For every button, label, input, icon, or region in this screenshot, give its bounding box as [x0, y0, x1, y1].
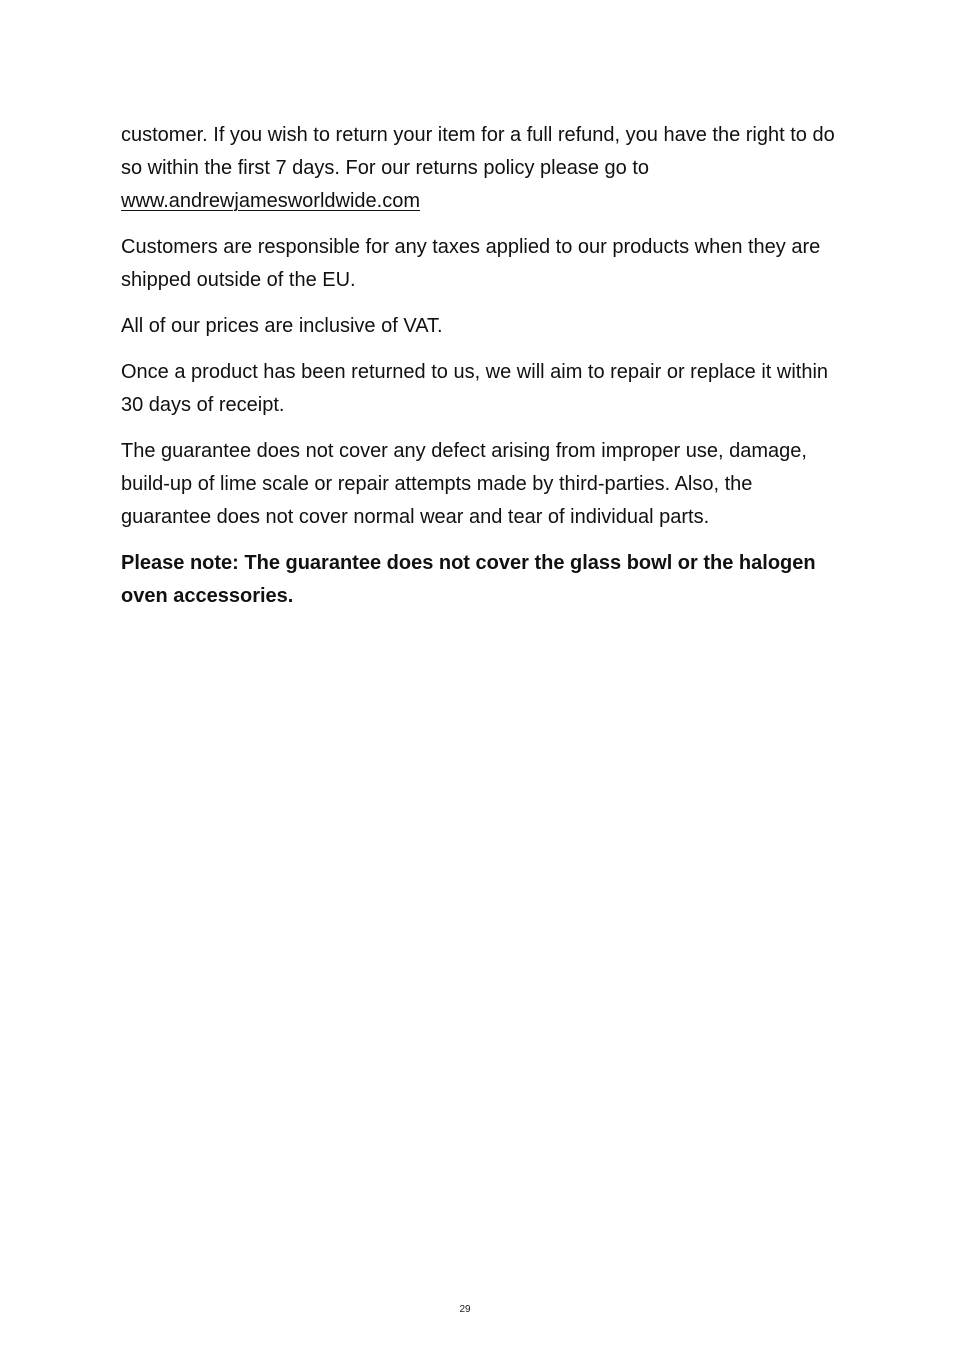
page-number: 29 [459, 1304, 471, 1315]
guarantee-exclusions-paragraph: The guarantee does not cover any defect arising from improper use, damage, build-up of lime scale or repair attempts made by third-parties. Also, the guarantee does not cover normal wear and tear of individual parts. [121, 440, 807, 528]
document-body [121, 119, 841, 626]
returns-paragraph [121, 119, 841, 218]
repair-paragraph: Once a product has been returned to us, we will aim to repair or replace it within 30 days of receipt. [121, 361, 829, 416]
returns-text: customer. If you wish to return your item for a full refund, you have the right to do so within the first 7 days. For our returns policy please go to [121, 124, 835, 179]
please-note-paragraph: Please note: The guarantee does not cover the glass bowl or the halogen oven accessories. [121, 552, 816, 607]
taxes-paragraph: Customers are responsible for any taxes applied to our products when they are shipped outside of the EU. [121, 236, 821, 291]
website-link[interactable]: www.andrewjamesworldwide.com [121, 190, 420, 212]
vat-paragraph: All of our prices are inclusive of VAT. [121, 315, 443, 337]
